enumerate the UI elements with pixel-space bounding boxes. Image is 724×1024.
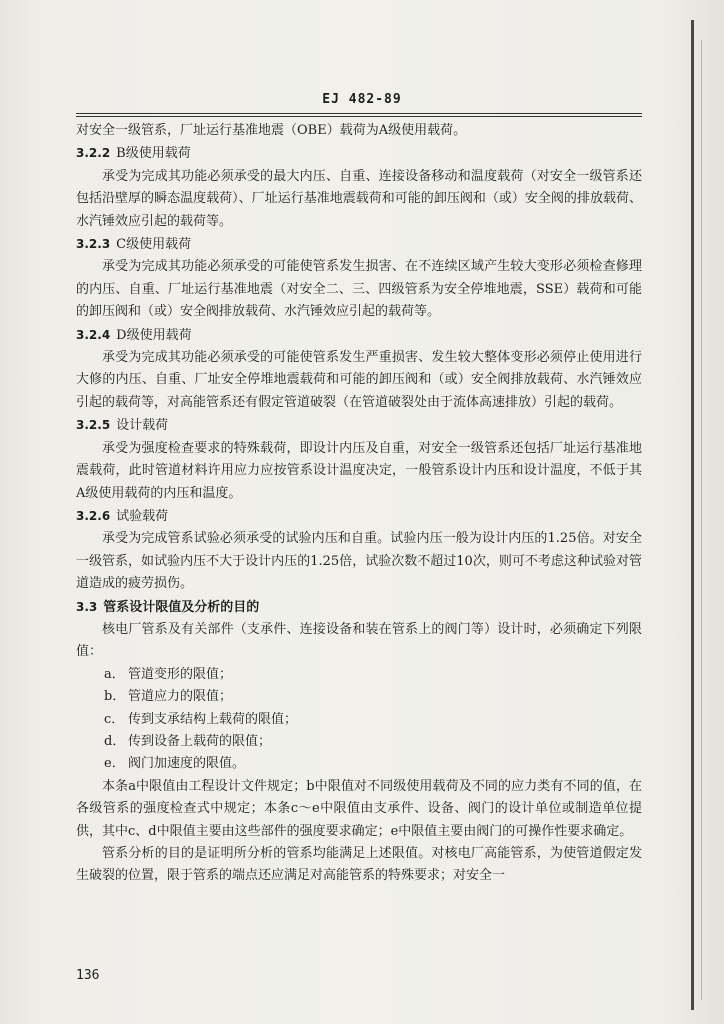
- section-heading-3-2-5: [76, 414, 642, 437]
- limit-list: [76, 664, 642, 776]
- section-heading-3-2-6: [76, 505, 642, 528]
- section-title: B级使用载荷: [116, 146, 191, 162]
- paragraph: 核电厂管系及有关部件（支承件、连接设备和装在管系上的阀门等）设计时，必须确定下列限值：: [76, 621, 642, 660]
- paragraph: 承受为完成管系试验必须承受的试验内压和自重。试验内压一般为设计内压的1.25倍。对安全一级管系，如试验内压不大于设计内压的1.25倍，试验次数不超过10次，则可不考虑这种试验对管道造成的疲劳损伤。: [76, 531, 642, 592]
- paragraph: 管系分析的目的是证明所分析的管系均能满足上述限值。对核电厂高能管系，为使管道假定发生破裂的位置，限于管系的端点还应满足对高能管系的特殊要求；对安全一: [76, 846, 642, 884]
- section-heading-3-2-4: [76, 324, 642, 347]
- list-item: [104, 753, 642, 775]
- list-item-label: c．: [104, 711, 125, 727]
- paragraph: 承受为完成其功能必须承受的可能使管系发生损害、在不连续区域产生较大变形必须检查修理的内压、自重、厂址运行基准地震（对安全二、三、四级管系为安全停堆地震，SSE）载荷和可能的卸压阀和（或）安全阀排放载荷、水汽锤效应引起的载荷等。: [76, 259, 642, 320]
- list-item-label: d．: [104, 733, 126, 749]
- list-item: [104, 664, 642, 686]
- list-item-text: 传到设备上载荷的限值；: [128, 733, 272, 749]
- paragraph: 本条a中限值由工程设计文件规定；b中限值对不同级使用载荷及不同的应力类有不同的值，在各级管系的强度检查式中规定；本条c～e中限值由支承件、设备、阀门的设计单位或制造单位提供，其中c、d中限值主要由这些部件的强度要求确定；e中限值主要由阀门的可操作性要求确定。: [76, 778, 642, 839]
- list-item-label: a．: [104, 666, 125, 682]
- section-number: 3.2.5: [76, 418, 111, 433]
- page-edge-shadow: [691, 20, 694, 1010]
- document-body: [76, 120, 642, 888]
- section-title: D级使用载荷: [116, 327, 192, 343]
- section-title: C级使用载荷: [116, 237, 192, 253]
- list-item-text: 传到支承结构上载荷的限值；: [128, 711, 298, 727]
- header-rule: [76, 116, 642, 117]
- section-title: 管系设计限值及分析的目的: [103, 599, 260, 615]
- list-item-label: e．: [104, 756, 125, 772]
- section-number: 3.3: [76, 599, 98, 614]
- section-number: 3.2.4: [76, 327, 111, 342]
- section-heading-3-3: [76, 596, 642, 619]
- paragraph: 承受为完成其功能必须承受的最大内压、自重、连接设备移动和温度载荷（对安全一级管系还包括沿壁厚的瞬态温度载荷）、厂址运行基准地震载荷和可能的卸压阀和（或）安全阀的排放载荷、水汽锤效应引起的载荷等。: [76, 168, 642, 229]
- section-number: 3.2.3: [76, 237, 111, 252]
- list-item-text: 阀门加速度的限值。: [128, 756, 246, 772]
- list-item: [104, 731, 642, 753]
- list-item-label: b．: [104, 689, 126, 705]
- section-title: 试验载荷: [116, 508, 169, 524]
- list-item: [104, 686, 642, 708]
- list-item-text: 管道应力的限值；: [128, 689, 233, 705]
- section-heading-3-2-3: [76, 233, 642, 256]
- header-rule: [76, 113, 642, 114]
- list-item-text: 管道变形的限值；: [128, 666, 233, 682]
- paragraph: 承受为完成其功能必须承受的可能使管系发生严重损害、发生较大整体变形必须停止使用进行大修的内压、自重、厂址安全停堆地震载荷和可能的卸压阀和（或）安全阀排放载荷、水汽锤效应引起的载荷等，对高能管系还有假定管道破裂（在管道破裂处由于流体高速排放）引起的载荷。: [76, 350, 642, 410]
- section-heading-3-2-2: [76, 142, 642, 165]
- paragraph: 对安全一级管系，厂址运行基准地震（OBE）载荷为A级使用载荷。: [76, 123, 467, 138]
- section-number: 3.2.6: [76, 508, 111, 523]
- page-edge-line: [701, 40, 702, 1000]
- document-id-header: EJ 482-89: [322, 92, 402, 107]
- list-item: [104, 709, 642, 731]
- section-title: 设计载荷: [116, 418, 169, 434]
- paragraph: 承受为强度检查要求的特殊载荷，即设计内压及自重，对安全一级管系还包括厂址运行基准地震载荷，此时管道材料许用应力应按管系设计温度决定，一般管系设计内压和设计温度，不低于其A级使用载荷的内压和温度。: [76, 440, 642, 501]
- page-number: 136: [76, 968, 100, 983]
- section-number: 3.2.2: [76, 146, 111, 161]
